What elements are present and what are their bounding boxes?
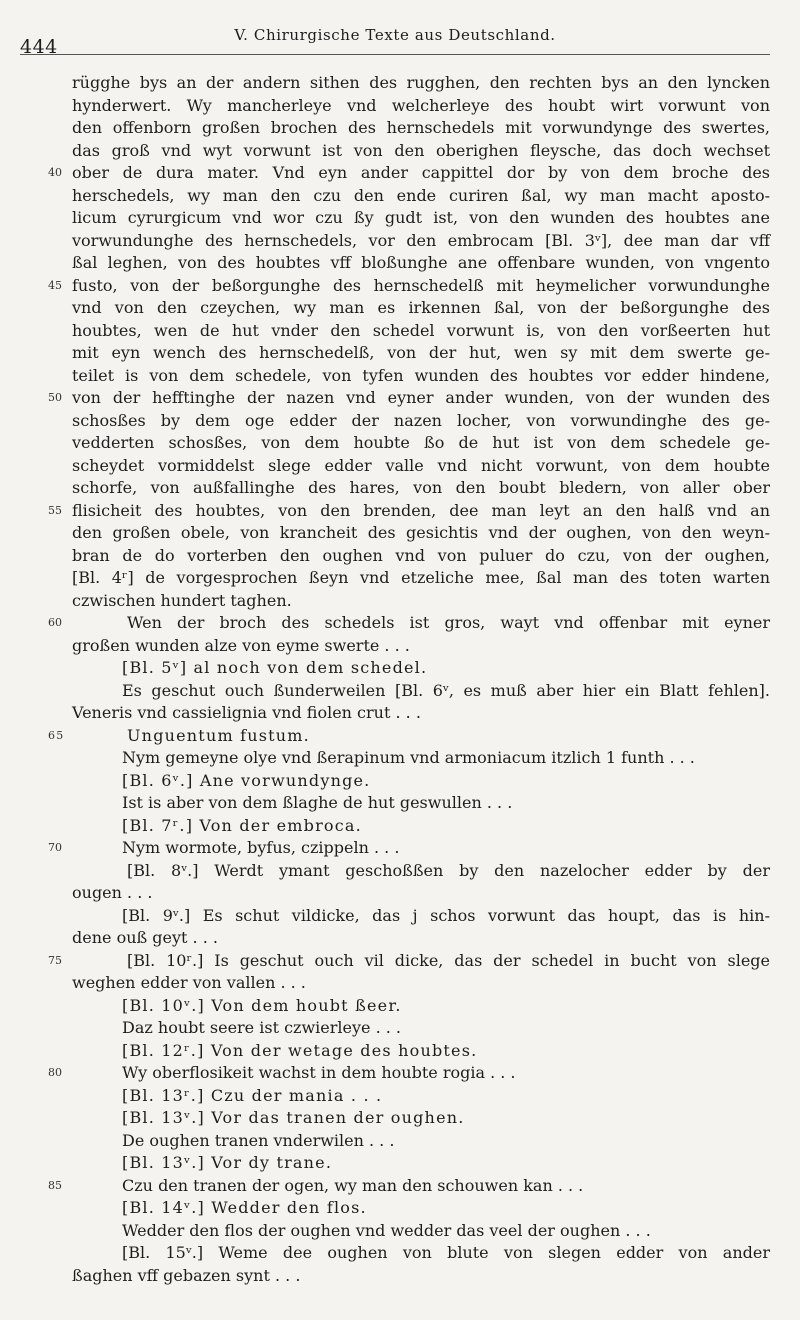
line-number: 55 xyxy=(48,503,62,517)
text-line xyxy=(0,1040,800,1063)
line-text: [Bl. 10ʳ.] Is geschut ouch vil dicke, das der schedel in bucht von slege xyxy=(127,950,770,970)
line-text: houbtes, wen de hut vnder den schedel vorwunt is, von den vorßeerten hut xyxy=(72,320,770,340)
line-text: weghen edder von vallen . . . xyxy=(72,973,306,992)
line-text: das groß vnd wyt vorwunt ist von den oberighen fleysche, das doch wechset xyxy=(72,140,770,160)
text-line xyxy=(0,1242,800,1265)
text-line xyxy=(0,297,800,320)
text-line xyxy=(0,185,800,208)
text-line xyxy=(0,905,800,928)
text-line xyxy=(0,567,800,590)
text-line xyxy=(0,72,800,95)
page-header xyxy=(20,24,770,58)
line-text: [Bl. 13ʳ.] Czu der mania . . . xyxy=(122,1085,383,1105)
line-text: czwischen hundert taghen. xyxy=(72,590,292,610)
text-line xyxy=(0,747,800,770)
line-text: schosßes by dem oge edder der nazen locher, von vorwundinghe des ge- xyxy=(72,410,770,430)
line-text: [Bl. 10ᵛ.] Von dem houbt ßeer. xyxy=(122,995,402,1015)
line-text: [Bl. 13ᵛ.] Vor das tranen der oughen. xyxy=(122,1108,465,1127)
line-text: licum cyrurgicum vnd wor czu ßy gudt ist, von den wunden des houbtes ane xyxy=(72,208,770,227)
line-text: Wen der broch des schedels ist gros, wayt vnd offenbar mit eyner xyxy=(127,613,770,632)
line-number: 75 xyxy=(48,953,62,967)
text-line xyxy=(0,455,800,478)
text-line xyxy=(0,477,800,500)
text-line xyxy=(0,365,800,388)
text-line xyxy=(0,702,800,725)
text-line xyxy=(0,680,800,703)
line-text: [Bl. 13ᵛ.] Vor dy trane. xyxy=(122,1153,333,1172)
text-line xyxy=(0,432,800,455)
line-text: mit eyn wench des hernschedelß, von der hut, wen sy mit dem swerte ge- xyxy=(72,343,770,362)
text-line xyxy=(0,612,800,635)
line-text: Veneris vnd cassielignia vnd fiolen crut . . . xyxy=(72,703,421,722)
text-line xyxy=(0,207,800,230)
line-text: [Bl. 8ᵛ.] Werdt ymant geschoßßen by den nazelocher edder by der xyxy=(127,860,770,880)
line-text: schorfe, von außfallinghe des hares, von den boubt bledern, von aller ober xyxy=(72,478,770,497)
text-line xyxy=(0,1175,800,1198)
line-text: vnd von den czeychen, wy man es irkennen ßal, von der beßorgunghe des xyxy=(72,298,770,317)
line-text: [Bl. 5ᵛ] al noch von dem schedel. xyxy=(122,658,428,677)
line-text: ougen . . . xyxy=(72,883,153,902)
line-text: vorwundunghe des hernschedels, vor den embrocam [Bl. 3ᵛ], dee man dar vff xyxy=(72,230,770,250)
line-text: Wy oberflosikeit wachst in dem houbte rogia . . . xyxy=(122,1063,516,1082)
text-line xyxy=(0,972,800,995)
line-text: flisicheit des houbtes, von den brenden, dee man leyt an den halß vnd an xyxy=(72,500,770,520)
text-line xyxy=(0,725,800,748)
line-text: bran de do vorterben den oughen vnd von puluer do czu, von der oughen, xyxy=(72,545,770,565)
text-line xyxy=(0,837,800,860)
line-number: 85 xyxy=(48,1178,62,1192)
text-line xyxy=(0,252,800,275)
text-line xyxy=(0,320,800,343)
line-text: ßaghen vff gebazen synt . . . xyxy=(72,1265,301,1285)
line-text: fusto, von der beßorgunghe des hernschedelß mit heymelicher vorwundunghe xyxy=(72,275,770,295)
text-line xyxy=(0,275,800,298)
line-text: herschedels, wy man den czu den ende curiren ßal, wy man macht aposto- xyxy=(72,185,770,205)
text-line xyxy=(0,1220,800,1243)
line-number: 40 xyxy=(48,166,62,179)
line-text: großen wunden alze von eyme swerte . . . xyxy=(72,635,410,655)
text-line xyxy=(0,117,800,140)
line-text: hynderwert. Wy mancherleye vnd welcherleye des houbt wirt vorwunt von xyxy=(72,95,770,115)
line-text: scheydet vormiddelst slege edder valle vnd nicht vorwunt, von dem houbte xyxy=(72,455,770,475)
text-line xyxy=(0,882,800,905)
line-text: ober de dura mater. Vnd eyn ander cappittel dor by von dem broche des xyxy=(72,163,770,182)
text-line xyxy=(0,1152,800,1175)
line-text: von der hefftinghe der nazen vnd eyner ander wunden, von der wunden des xyxy=(72,388,770,407)
text-line xyxy=(0,815,800,838)
line-text: [Bl. 4ʳ] de vorgesprochen ßeyn vnd etzeliche mee, ßal man des toten warten xyxy=(72,568,770,587)
text-line xyxy=(0,230,800,253)
text-line xyxy=(0,1107,800,1130)
line-number: 50 xyxy=(48,391,62,404)
text-line xyxy=(0,1017,800,1040)
line-text: den großen obele, von krancheit des gesichtis vnd der oughen, von den weyn- xyxy=(72,523,770,542)
line-text: ßal leghen, von des houbtes vff bloßunghe ane offenbare wunden, von vngento xyxy=(72,253,770,272)
line-text: Daz houbt seere ist czwierleye . . . xyxy=(122,1018,402,1037)
line-number: 70 xyxy=(48,841,62,854)
line-text: Nym wormote, byfus, czippeln . . . xyxy=(122,838,400,857)
line-text: rügghe bys an der andern sithen des rugghen, den rechten bys an den lyncken xyxy=(72,73,770,92)
text-line xyxy=(0,1130,800,1153)
text-line xyxy=(0,162,800,185)
text-line xyxy=(0,590,800,613)
line-text: [Bl. 9ᵛ.] Es schut vildicke, das j schos vorwunt das houpt, das is hin- xyxy=(122,905,770,925)
text-line xyxy=(0,95,800,118)
text-line xyxy=(0,995,800,1018)
text-line xyxy=(0,1197,800,1220)
line-number: 80 xyxy=(48,1066,62,1079)
line-text: [Bl. 15ᵛ.] Weme dee oughen von blute von slegen edder von ander xyxy=(122,1243,770,1262)
line-text: De oughen tranen vnderwilen . . . xyxy=(122,1130,395,1150)
text-line xyxy=(0,342,800,365)
line-number: 60 xyxy=(48,616,62,629)
line-text: [Bl. 7ʳ.] Von der embroca. xyxy=(122,815,362,835)
text-line xyxy=(0,522,800,545)
text-line xyxy=(0,545,800,568)
text-line xyxy=(0,950,800,973)
text-line xyxy=(0,635,800,658)
line-text: Wedder den flos der oughen vnd wedder das veel der oughen . . . xyxy=(122,1220,651,1240)
text-line xyxy=(0,927,800,950)
text-body xyxy=(0,72,800,1287)
line-text: Ist is aber von dem ßlaghe de hut geswullen . . . xyxy=(122,793,513,812)
running-title: V. Chirurgische Texte aus Deutschland. xyxy=(234,26,556,44)
text-line xyxy=(0,770,800,793)
text-line xyxy=(0,792,800,815)
line-text: Es geschut ouch ßunderweilen [Bl. 6ᵛ, es muß aber hier ein Blatt fehlen]. xyxy=(122,680,770,700)
line-text: den offenborn großen brochen des hernschedels mit vorwundynge des swertes, xyxy=(72,118,770,137)
text-line xyxy=(0,410,800,433)
line-number: 65 xyxy=(48,728,65,742)
text-line xyxy=(0,1265,800,1288)
text-line xyxy=(0,860,800,883)
line-text: dene ouß geyt . . . xyxy=(72,928,218,947)
line-number: 45 xyxy=(48,278,62,292)
line-text: Unguentum fustum. xyxy=(127,725,310,745)
text-line xyxy=(0,500,800,523)
line-text: [Bl. 6ᵛ.] Ane vorwundynge. xyxy=(122,770,371,790)
text-line xyxy=(0,1085,800,1108)
page-number: 444 xyxy=(20,36,58,58)
line-text: Czu den tranen der ogen, wy man den schouwen kan . . . xyxy=(122,1175,584,1195)
line-text: [Bl. 14ᵛ.] Wedder den flos. xyxy=(122,1198,367,1217)
line-text: teilet is von dem schedele, von tyfen wunden des houbtes vor edder hindene, xyxy=(72,365,770,385)
text-line xyxy=(0,657,800,680)
line-text: Nym gemeyne olye vnd ßerapinum vnd armoniacum itzlich 1 funth . . . xyxy=(122,748,695,767)
line-text: vedderten schosßes, von dem houbte ßo de hut ist von dem schedele ge- xyxy=(72,433,770,452)
text-line xyxy=(0,1062,800,1085)
text-line xyxy=(0,140,800,163)
line-text: [Bl. 12ʳ.] Von der wetage des houbtes. xyxy=(122,1040,478,1060)
text-line xyxy=(0,387,800,410)
